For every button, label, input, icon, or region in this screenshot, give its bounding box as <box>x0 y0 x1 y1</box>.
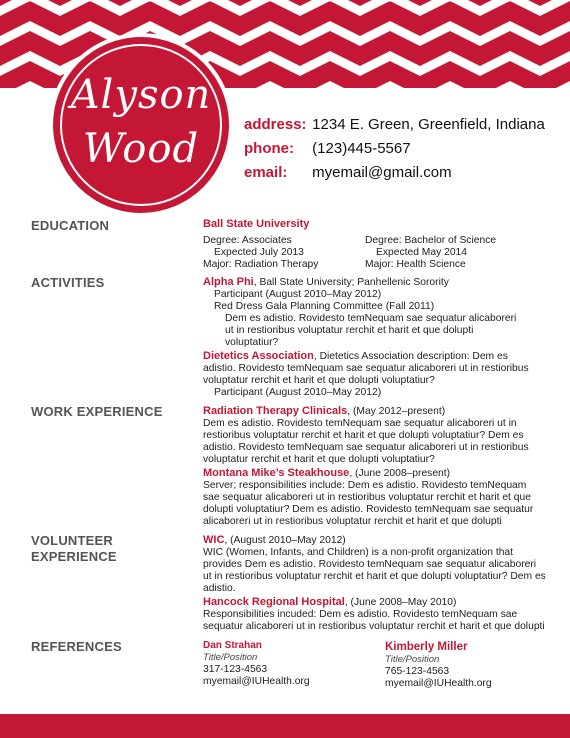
email-label: email: <box>244 164 288 181</box>
work-heading: WORK EXPERIENCE <box>31 404 163 419</box>
activity-line: voluptatur rerchit et harit et que dolupti voluptatiur? <box>203 375 435 386</box>
activity-org-name: Alpha Phi <box>203 276 254 288</box>
volunteer-heading-line2: EXPERIENCE <box>31 549 117 564</box>
volunteer-wic <box>203 534 346 547</box>
volunteer-line: provides Dem es adistio. Rovidesto temNequam sae sequatur alicaboreri <box>203 559 537 570</box>
name-last: Wood <box>82 126 200 172</box>
volunteer-line: Responsibilities incuded: Dem es adistio. Rovidesto temNequam sae <box>203 609 518 620</box>
volunteer-org-dates: , (August 2010–May 2012) <box>224 535 346 546</box>
reference-1-title: Title/Position <box>203 652 258 663</box>
activity-line: Participant (August 2010–May 2012) <box>214 387 382 398</box>
volunteer-line: WIC (Women, Infants, and Children) is a non-profit organization that <box>203 547 514 558</box>
activity-alpha-phi <box>203 276 449 289</box>
work-line: alicaboreri ut in restioribus voluptatur rerchit et harit et que dolupti <box>203 516 502 527</box>
reference-2-name: Kimberly Miller <box>385 641 468 653</box>
activity-org-detail: , Ball State University; Panhellenic Sorority <box>253 277 449 288</box>
volunteer-line: adistio. <box>203 583 236 594</box>
volunteer-org-dates: , (June 2008–May 2010) <box>344 597 457 608</box>
work-job-radiation <box>203 405 445 418</box>
work-line: adistio. Rovidesto temNequam sae sequatur alicaboreri ut in restioribus <box>203 442 529 453</box>
reference-1-phone: 317-123-4563 <box>203 664 268 675</box>
work-line: sae sequatur alicaboreri ut in restioribus voluptatur rerchit et harit et que <box>203 492 531 503</box>
reference-2-phone: 765-123-4563 <box>385 666 450 677</box>
work-line: Dem es adistio. Rovidesto temNequam sae sequatur alicaboreri ut in <box>203 418 517 429</box>
job-name: Montana Mike’s Steakhouse <box>203 467 350 479</box>
volunteer-line: ut in restioribus voluptatur rerchit et harit et que dolupti voluptatiur? Dem es <box>203 571 546 582</box>
volunteer-org-name: Hancock Regional Hospital <box>203 596 345 608</box>
work-line: restioribus voluptatur rerchit et harit et que dolupti voluptatiur? Dem es <box>203 430 524 441</box>
activity-line: Dem es adistio. Rovidesto temNequam sae sequatur alicaboreri <box>225 313 517 324</box>
activity-dietetics <box>203 350 508 363</box>
reference-2-email: myemail@IUHealth.org <box>385 678 492 689</box>
education-degree-1: Degree: Associates <box>203 235 292 246</box>
education-expected-1: Expected July 2013 <box>214 247 304 258</box>
name-first: Alyson <box>70 72 212 118</box>
education-expected-2: Expected May 2014 <box>376 247 468 258</box>
job-dates: , (May 2012–present) <box>347 406 446 417</box>
activities-heading: ACTIVITIES <box>31 275 105 290</box>
references-heading: REFERENCES <box>31 639 122 654</box>
email-value: myemail@gmail.com <box>312 164 452 181</box>
education-heading: EDUCATION <box>31 218 110 233</box>
job-name: Radiation Therapy Clinicals <box>203 405 348 417</box>
address-label: address: <box>244 116 307 133</box>
phone-label: phone: <box>244 140 294 157</box>
contact-phone-row <box>244 140 411 157</box>
activity-line: adistio. Rovidesto temNequam sae sequatur alicaboreri ut in restioribus <box>203 363 529 374</box>
volunteer-org-name: WIC <box>203 534 225 546</box>
chevron-stripe <box>0 26 570 41</box>
volunteer-heading-line1: VOLUNTEER <box>31 533 113 548</box>
job-dates: , (June 2008–present) <box>349 468 451 479</box>
education-degree-2: Degree: Bachelor of Science <box>365 235 497 246</box>
education-school: Ball State University <box>203 218 310 230</box>
address-value: 1234 E. Green, Greenfield, Indiana <box>312 116 545 133</box>
work-line: Server; responsibilities include: Dem es adistio. Rovidesto temNequam <box>203 480 527 491</box>
activity-org-detail: , Dietetics Association description: Dem es <box>313 351 508 362</box>
footer-accent-bar <box>0 714 570 738</box>
reference-1-email: myemail@IUHealth.org <box>203 676 310 687</box>
phone-value: (123)445-5567 <box>312 140 411 157</box>
name-logo-ring <box>60 44 222 206</box>
education-major-2: Major: Health Science <box>365 259 466 270</box>
reference-2-title: Title/Position <box>385 654 440 665</box>
reference-1-name: Dan Strahan <box>203 640 262 651</box>
chevron-stripe <box>0 0 570 11</box>
activity-line: Participant (August 2010–May 2012) <box>214 289 382 300</box>
work-line: dolupti voluptatiur? Dem es adistio. Rovidesto temNequam sae sequatur <box>203 504 534 515</box>
work-job-montana <box>203 467 450 480</box>
volunteer-line: sequatur alicaboreri ut in restioribus voluptatur rerchit et harit et que dolupti <box>203 621 545 632</box>
activity-line: ut in restioribus voluptatur rerchit et harit et que dolupti <box>225 325 474 336</box>
contact-address-row <box>244 116 545 133</box>
contact-email-row <box>244 164 452 181</box>
activity-org-name: Dietetics Association <box>203 350 314 362</box>
education-major-1: Major: Radiation Therapy <box>203 259 319 270</box>
activity-line: voluptatiur? <box>225 337 279 348</box>
activity-line: Red Dress Gala Planning Committee (Fall 2011) <box>214 301 435 312</box>
work-line: voluptatur rerchit et harit et que dolupti voluptatiur? <box>203 454 435 465</box>
volunteer-hancock <box>203 596 456 609</box>
